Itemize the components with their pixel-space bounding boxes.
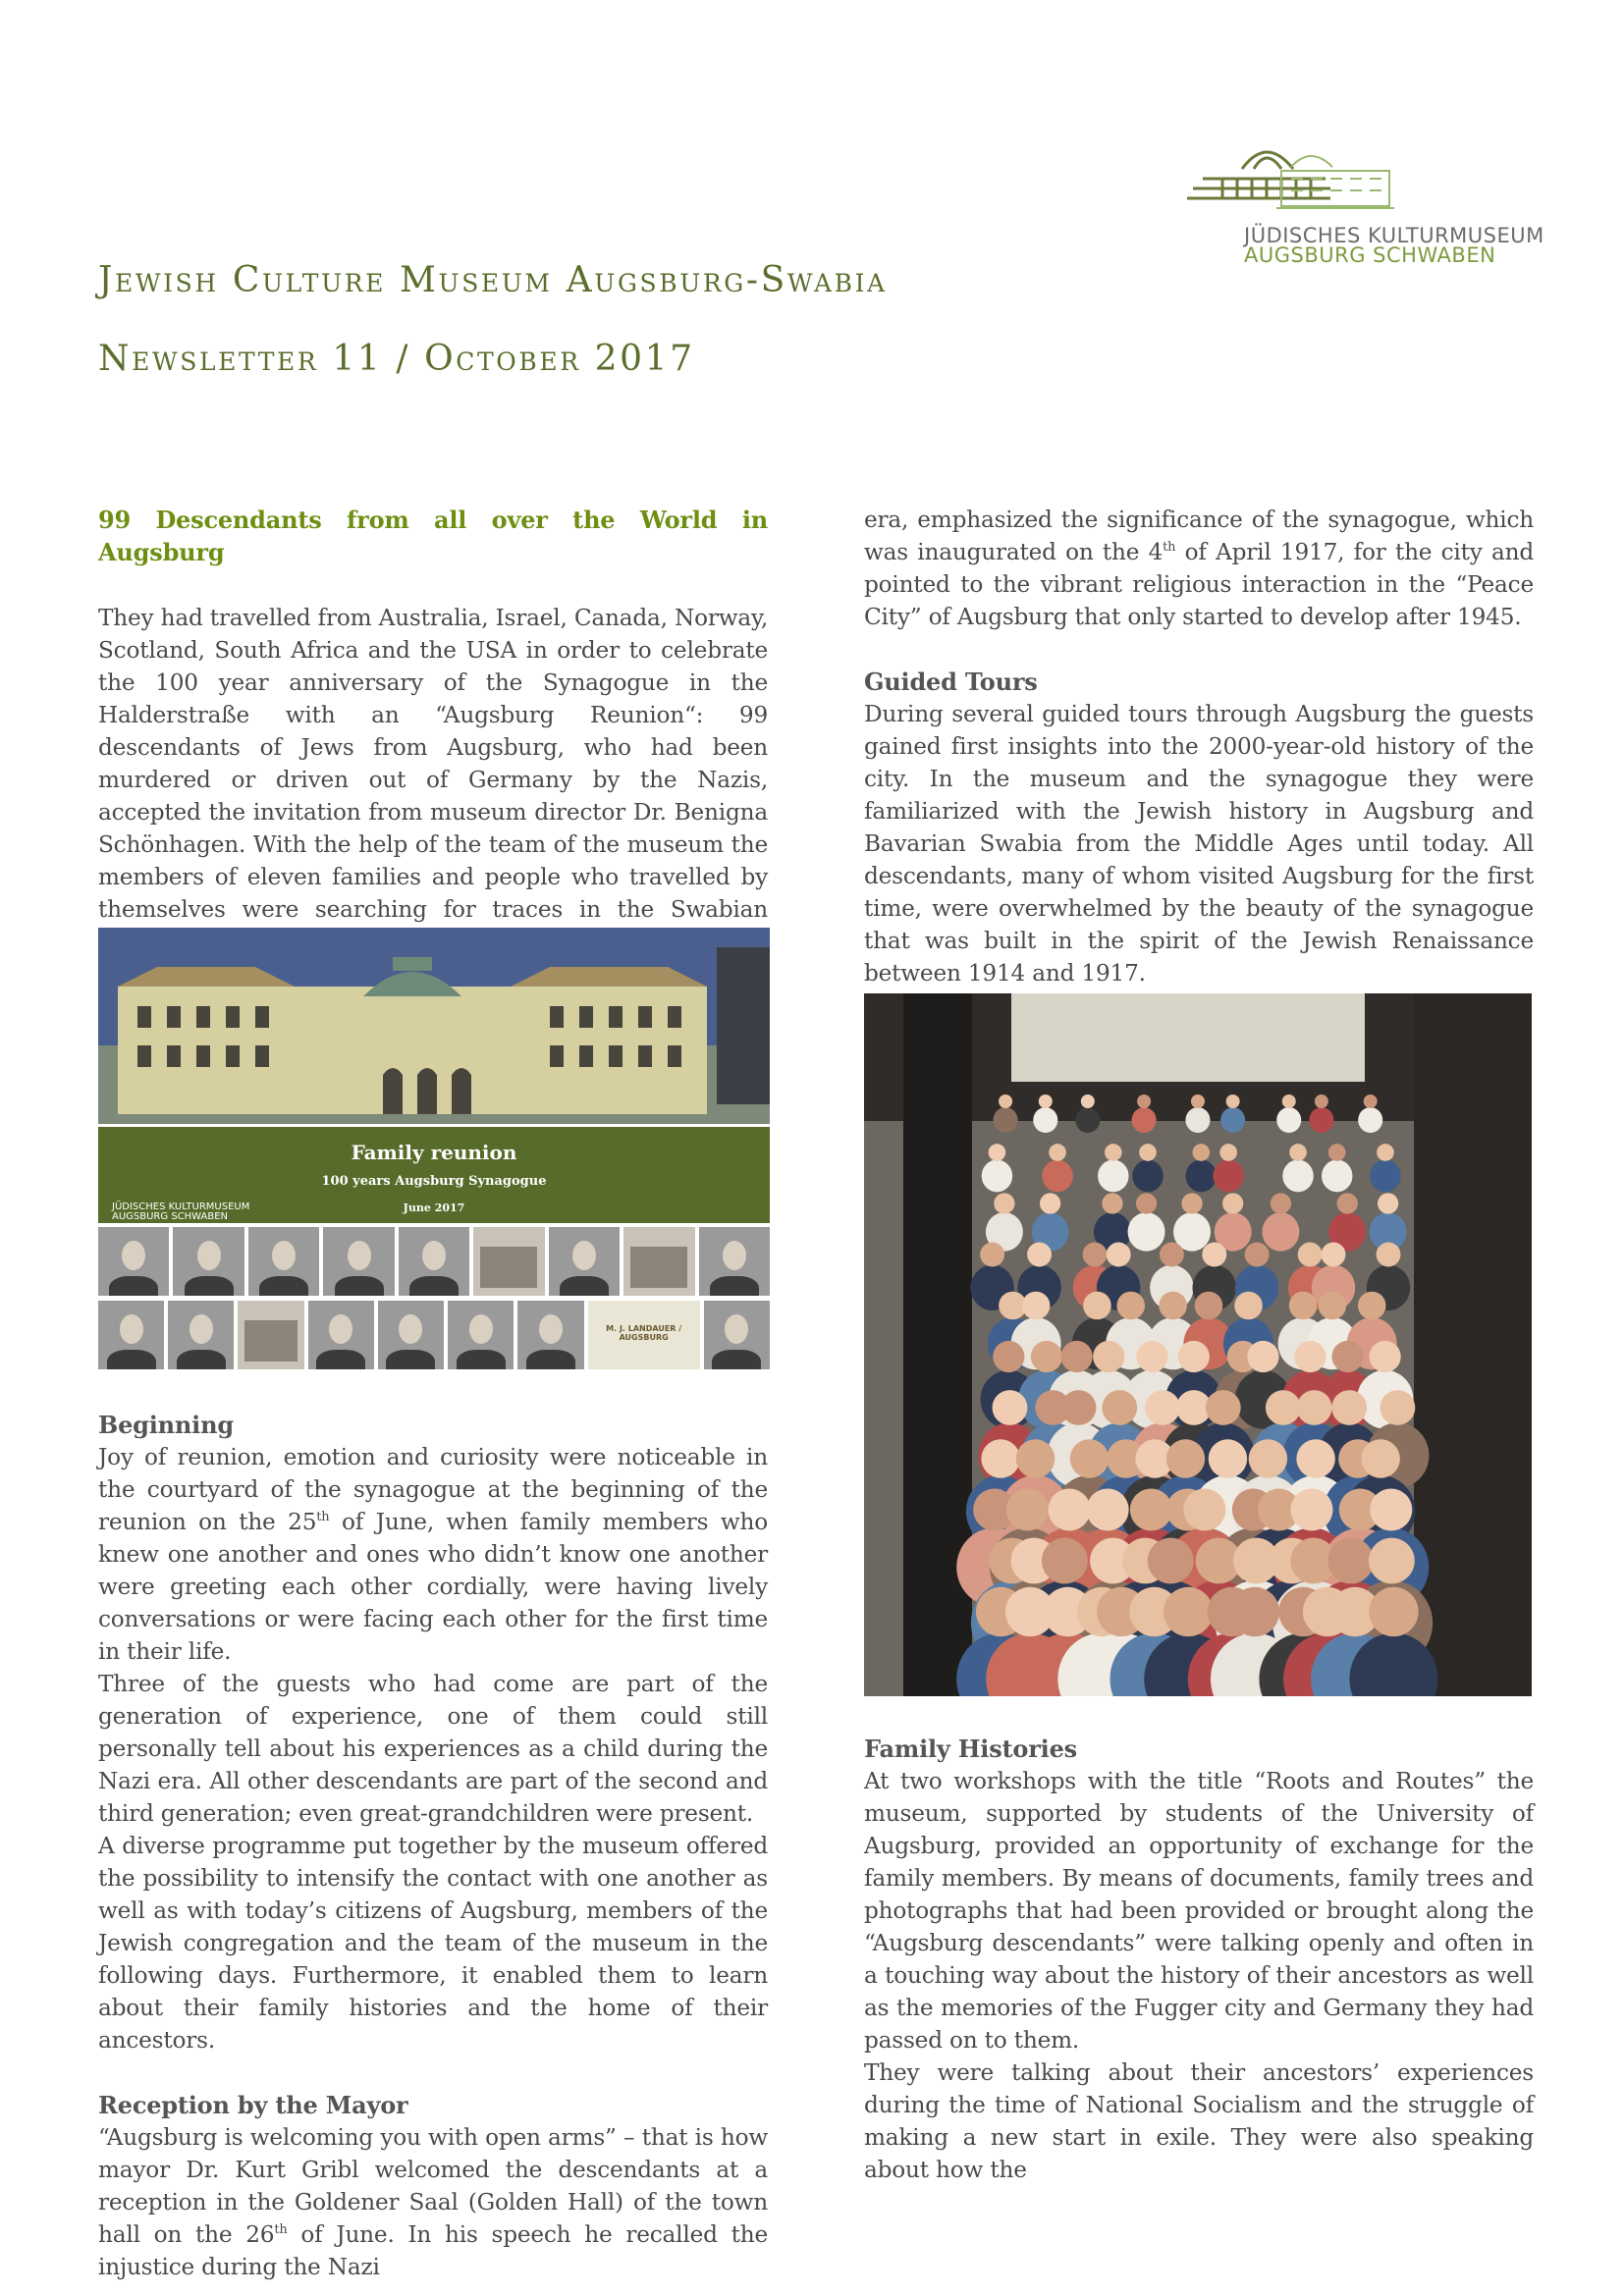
crowd-person-body [1262, 1212, 1299, 1252]
crowd-person-head [1195, 1292, 1223, 1320]
crowd-person-head [1296, 1439, 1334, 1477]
beginning-p1-text-b: of June, when family members who knew one another and ones who didn’t know one another were greeting each other cordially, were having lively conversations or were facing each other for the first time in their life. [98, 1509, 769, 1665]
portrait-thumbnail [98, 1301, 164, 1369]
crowd-person-head [1331, 1390, 1367, 1425]
group-photo-illustration [864, 993, 1532, 1696]
reception-p1-text-a: “Augsburg is welcoming you with open arms” – that is how mayor Dr. Kurt Gribl welcomed the descendants at a reception in the Goldener Saal (Golden Hall) of the town hall on the 26 [98, 2124, 768, 2248]
portrait-thumbnail [173, 1227, 244, 1296]
beginning-paragraph-3: A diverse programme put together by the museum offered the possibility to intensify the contact with one another as well as with today’s citizens of Augsburg, members of the Jewish congregation and the team of the museum in the following days. Furthermore, it enabled them to learn about their family histories and the home of their ancestors. [98, 1833, 768, 2054]
crowd-person-head [1222, 1193, 1243, 1213]
crowd-person-head [1145, 1390, 1180, 1425]
crowd-person-head [1083, 1292, 1111, 1320]
tours-heading: Guided Tours [864, 667, 1038, 696]
crowd-person-head [1377, 1144, 1394, 1161]
beginning-p1-ordinal: th [316, 1510, 330, 1524]
portrait-thumbnail [399, 1227, 469, 1296]
portrait-thumbnail [323, 1227, 394, 1296]
crowd-person-body [1220, 1107, 1245, 1133]
crowd-person-body [1132, 1107, 1157, 1133]
logo-line-2: AUGSBURG SCHWABEN [1244, 243, 1496, 267]
building-thumbnail [623, 1227, 694, 1296]
crowd-person-head [994, 1193, 1014, 1213]
crowd-person-head [1136, 1341, 1167, 1372]
histories-paragraph-1: At two workshops with the title “Roots and Routes” the museum, supported by students of the University of Augsburg, provided an opportunity of exchange for the family members. By means of documents, family trees and photographs that had been provided or brought along the “Augsburg descendants” were talking openly and often in a touching way about the history of their ancestors as well as the memories of the Fugger city and Germany they had passed on to them. [864, 1768, 1534, 2054]
crowd-person-head [1364, 1095, 1378, 1108]
crowd-person-head [1022, 1292, 1051, 1320]
crowd-person-head [1206, 1390, 1241, 1425]
reception-heading: Reception by the Mayor [98, 2091, 408, 2119]
beginning-section [98, 1409, 768, 2283]
beginning-paragraph-1 [98, 1441, 768, 1668]
crowd-person-head [1049, 1488, 1091, 1530]
crowd-person-head [1315, 1095, 1328, 1108]
crowd-person-head [989, 1144, 1006, 1161]
museum-logo [1183, 128, 1546, 265]
crowd-person-head [1181, 1193, 1202, 1213]
reception-cont-text-a: era, emphasized the significance of the synagogue, which was inaugurated on the 4 [864, 507, 1534, 565]
crowd-person-body [1282, 1160, 1314, 1193]
crowd-person-head [993, 1390, 1028, 1425]
crowd-person-head [1226, 1095, 1240, 1108]
crowd-person-head [1027, 1243, 1052, 1267]
crowd-person-body [1075, 1107, 1100, 1133]
crowd-person-head [1271, 1193, 1291, 1213]
crowd-person-head [1282, 1095, 1296, 1108]
poster-subtitle: 100 years Augsburg Synagogue [321, 1174, 547, 1189]
right-column-top [864, 504, 1534, 989]
crowd-person-head [1289, 1144, 1307, 1161]
reception-paragraph-1 [98, 2121, 768, 2283]
crowd-person-head [1337, 1193, 1358, 1213]
crowd-person-head [1230, 1587, 1279, 1636]
beginning-heading: Beginning [98, 1411, 234, 1439]
histories-heading: Family Histories [864, 1735, 1077, 1763]
crowd-person-head [1183, 1488, 1225, 1530]
crowd-person-head [1166, 1439, 1205, 1477]
reception-p1-ordinal: th [274, 2222, 288, 2237]
portrait-thumbnail [98, 1227, 169, 1296]
crowd-person-head [1102, 1193, 1122, 1213]
poster-title: Family reunion [351, 1141, 517, 1164]
crowd-person-head [1247, 1341, 1278, 1372]
crowd-person-head [1164, 1587, 1213, 1636]
crowd-person-head [1102, 1390, 1137, 1425]
portrait-thumbnail [549, 1227, 620, 1296]
crowd-person-head [1327, 1538, 1374, 1584]
reception-p1-text-b: of June. In his speech he recalled the injustice during the Nazi [98, 2221, 768, 2280]
crowd-person-head [1266, 1390, 1301, 1425]
crowd-person-head [1234, 1292, 1263, 1320]
intro-section [98, 504, 768, 958]
crowd-person-head [1319, 1292, 1347, 1320]
crowd-person-head [1040, 1193, 1060, 1213]
crowd-person-body [982, 1160, 1013, 1193]
portrait-thumbnail [308, 1301, 374, 1369]
poster-logo-line-2: AUGSBURG SCHWABEN [112, 1211, 229, 1222]
crowd-person-head [1322, 1243, 1346, 1267]
crowd-person-body [1370, 1160, 1401, 1193]
crowd-person-head [1380, 1390, 1415, 1425]
crowd-person-head [1298, 1243, 1323, 1267]
crowd-person-head [981, 1439, 1019, 1477]
family-reunion-poster-image [98, 928, 770, 1374]
crowd-person-head [1061, 1341, 1093, 1372]
photo-thumbnail-row-1 [98, 1227, 770, 1296]
crowd-person-head [1136, 1193, 1157, 1213]
crowd-person-head [1331, 1341, 1363, 1372]
crowd-person-head [1159, 1292, 1187, 1320]
article-headline: 99 Descendants from all over the World in Augsburg [98, 506, 768, 566]
portrait-thumbnail [168, 1301, 234, 1369]
crowd-person-body [1042, 1160, 1073, 1193]
crowd-person-head [980, 1243, 1004, 1267]
portrait-thumbnail [517, 1301, 583, 1369]
crowd-person-head [1370, 1341, 1401, 1372]
crowd-person-head [1031, 1341, 1062, 1372]
crowd-person-head [1139, 1144, 1157, 1161]
crowd-person-body [1128, 1212, 1165, 1252]
reception-cont-text-b: of April 1917, for the city and pointed to the vibrant religious interaction in the “Peace City” of Augsburg that only started to develop after 1945. [864, 539, 1534, 630]
building-thumbnail [473, 1227, 544, 1296]
crowd-person-body [1186, 1160, 1218, 1193]
crowd-person-head [1361, 1439, 1399, 1477]
family-histories-section [864, 1733, 1534, 2186]
crowd-person-head [1358, 1292, 1386, 1320]
beginning-p1-text-a: Joy of reunion, emotion and curiosity were noticeable in the courtyard of the synagogue at the beginning of the reunion on the 25 [98, 1444, 768, 1535]
crowd-person-body [1276, 1107, 1301, 1133]
crowd-person-head [1289, 1292, 1318, 1320]
synagogue-logo-icon [1183, 128, 1399, 216]
crowd-person-head [1249, 1439, 1287, 1477]
reception-continued-paragraph [864, 504, 1534, 633]
crowd-person-body [1358, 1107, 1382, 1133]
crowd-person-head [1130, 1488, 1172, 1530]
poster-title-band [98, 1127, 770, 1223]
poster-logo-line-1: JÜDISCHES KULTURMUSEUM [112, 1201, 250, 1212]
crowd-person-head [1049, 1144, 1066, 1161]
crowd-person-head [1160, 1243, 1184, 1267]
crowd-person-head [1070, 1439, 1109, 1477]
synagogue-building-illustration [98, 928, 770, 1124]
crowd-person-head [1042, 1538, 1088, 1584]
crowd-person-body [1132, 1160, 1164, 1193]
portrait-thumbnail [248, 1227, 319, 1296]
crowd-person-head [1093, 1341, 1124, 1372]
portrait-thumbnail [704, 1301, 770, 1369]
tours-paragraph: During several guided tours through Augsburg the guests gained first insights into the 2000-year-old history of the city. In the museum and the synagogue they were familiarized with the Jewish history in Augsburg and Bavarian Swabia from the Middle Ages until today. All descendants, many of whom visited Augsburg for the first time, were overwhelmed by the beauty of the synagogue that was built in the spirit of the Jewish Renaissance between 1914 and 1917. [864, 701, 1534, 987]
crowd-person-head [1290, 1488, 1332, 1530]
beginning-paragraph-2: Three of the guests who had come are part of the generation of experience, one of them could still personally tell about his experiences as a child during the Nazi era. All other descendants are part of the second and third generation; even great-grandchildren were present. [98, 1671, 768, 1827]
portrait-thumbnail [699, 1227, 770, 1296]
crowd-person-body [1033, 1107, 1057, 1133]
shop-sign-text: M. J. LANDAUER / AUGSBURG [606, 1324, 682, 1342]
crowd-person-body [1309, 1107, 1333, 1133]
portrait-thumbnail [448, 1301, 514, 1369]
crowd-person-head [1191, 1095, 1205, 1108]
crowd-person-head [1209, 1439, 1247, 1477]
crowd-person-head [1178, 1341, 1210, 1372]
crowd-person-head [1083, 1243, 1108, 1267]
newsletter-title: Jewish Culture Museum Augsburg-Swabia [98, 260, 888, 300]
crowd-person-head [1369, 1587, 1418, 1636]
crowd-person-head [1061, 1390, 1097, 1425]
crowd-person-head [1370, 1488, 1412, 1530]
shop-sign-thumbnail [588, 1301, 700, 1369]
group-photo-descendants [864, 993, 1532, 1696]
crowd-person-head [993, 1341, 1024, 1372]
crowd-person-head [1202, 1243, 1226, 1267]
building-thumbnail [238, 1301, 303, 1369]
reception-cont-ordinal: th [1163, 540, 1176, 555]
crowd-person-head [1087, 1488, 1129, 1530]
crowd-person-head [1297, 1390, 1332, 1425]
crowd-person-head [999, 1095, 1012, 1108]
crowd-person-head [1105, 1144, 1122, 1161]
crowd-person-head [1137, 1095, 1151, 1108]
histories-paragraph-2: They were talking about their ancestors’ experiences during the time of National Socialism and the struggle of making a new start in exile. They were also speaking about how the [864, 2059, 1534, 2183]
crowd-person-head [1081, 1095, 1095, 1108]
logo-line-1: JÜDISCHES KULTURMUSEUM [1244, 224, 1544, 247]
crowd-person-head [1377, 1243, 1401, 1267]
crowd-person-head [1039, 1095, 1053, 1108]
synagogue-photo [98, 928, 770, 1124]
crowd-person-head [1369, 1538, 1415, 1584]
crowd-person-head [1219, 1144, 1237, 1161]
crowd-person-body [1098, 1160, 1129, 1193]
portrait-thumbnail [378, 1301, 444, 1369]
crowd-person-body [1322, 1160, 1353, 1193]
photo-thumbnail-row-2 [98, 1301, 770, 1369]
poster-date: June 2017 [403, 1201, 465, 1214]
crowd-person-head [1328, 1144, 1346, 1161]
intro-paragraph: They had travelled from Australia, Israel, Canada, Norway, Scotland, South Africa and the USA in order to celebrate the 100 year anniversary of the Synagogue in the Halderstraße with an “Augsburg Reunion“: 99 descendants of Jews from Augsburg, who had been murdered or driven out of Germany by the Nazis, accepted the invitation from museum director Dr. Benigna Schönhagen. With the help of the team of the museum the members of eleven families and people who travelled by themselves were searching for traces in the Swabian [98, 605, 768, 923]
newsletter-issue: Newsletter 11 / October 2017 [98, 339, 695, 379]
crowd-person-head [1294, 1341, 1326, 1372]
crowd-person-body [1185, 1107, 1210, 1133]
crowd-person-head [1107, 1243, 1131, 1267]
crowd-person-head [1006, 1488, 1049, 1530]
crowd-person-head [1378, 1193, 1398, 1213]
crowd-person-head [1148, 1538, 1194, 1584]
crowd-person-head [1116, 1292, 1145, 1320]
crowd-person-body [994, 1107, 1018, 1133]
crowd-person-body [1213, 1160, 1244, 1193]
crowd-person-head [1192, 1144, 1210, 1161]
crowd-person-head [1245, 1243, 1270, 1267]
crowd-person-head [1016, 1439, 1055, 1477]
